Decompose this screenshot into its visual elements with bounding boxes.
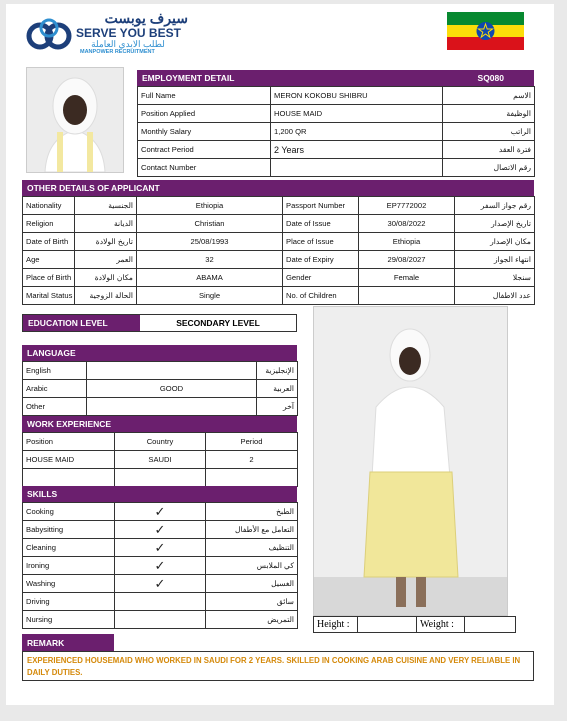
detail-value xyxy=(359,287,455,305)
applicant-full-body-photo xyxy=(313,306,508,616)
checkmark-icon: ✓ xyxy=(115,557,206,575)
detail-label: Age xyxy=(23,251,75,269)
detail-label: Place of Birth xyxy=(23,269,75,287)
checkmark-icon: ✓ xyxy=(115,575,206,593)
detail-value: 25/08/1993 xyxy=(137,233,283,251)
detail-value: Single xyxy=(137,287,283,305)
employment-header-title: EMPLOYMENT DETAIL xyxy=(142,73,235,83)
height-value xyxy=(358,617,417,632)
table-row xyxy=(23,269,535,287)
work-position xyxy=(23,469,115,487)
detail-label: Religion xyxy=(23,215,75,233)
detail-label: Marital Status xyxy=(23,287,75,305)
language-table xyxy=(22,361,298,416)
applicant-portrait-photo xyxy=(26,67,124,173)
checkmark-icon: ✓ xyxy=(115,503,206,521)
language-label: Arabic xyxy=(23,380,87,398)
table-row xyxy=(23,287,535,305)
table-row xyxy=(23,380,298,398)
detail-label-ar: الديانة xyxy=(75,215,137,233)
language-value: GOOD xyxy=(87,380,257,398)
other-details-header: OTHER DETAILS OF APPLICANT xyxy=(22,180,534,196)
language-label: Other xyxy=(23,398,87,416)
checkmark-icon xyxy=(115,593,206,611)
detail-value: ABAMA xyxy=(137,269,283,287)
employment-label-ar: الاسم xyxy=(443,87,535,105)
skill-label: Ironing xyxy=(23,557,115,575)
detail-value: Christian xyxy=(137,215,283,233)
column-header: Position xyxy=(23,433,115,451)
reference-code: SQ080 xyxy=(477,73,504,83)
skill-label-ar: التنظيف xyxy=(206,539,298,557)
skill-label-ar: الطبخ xyxy=(206,503,298,521)
ethiopia-flag-icon xyxy=(447,12,524,50)
detail-label-ar: سنجلا xyxy=(455,269,535,287)
employment-label: Contract Period xyxy=(138,141,271,159)
company-logo-icon xyxy=(26,14,74,58)
employment-label: Full Name xyxy=(138,87,271,105)
employment-label: Position Applied xyxy=(138,105,271,123)
detail-label-ar: تاريخ الولادة xyxy=(75,233,137,251)
detail-label: Nationality xyxy=(23,197,75,215)
skill-label: Washing xyxy=(23,575,115,593)
employment-label-ar: الوظيفة xyxy=(443,105,535,123)
other-details-table xyxy=(22,196,535,305)
table-row xyxy=(23,611,298,629)
detail-label: Date of Issue xyxy=(283,215,359,233)
language-label-ar: العربية xyxy=(257,380,298,398)
employment-label-ar: فترة العقد xyxy=(443,141,535,159)
table-row xyxy=(138,141,535,159)
detail-label-ar: مكان الإصدار xyxy=(455,233,535,251)
detail-label: Date of Expiry xyxy=(283,251,359,269)
checkmark-icon xyxy=(115,611,206,629)
employment-table xyxy=(137,86,535,177)
education-label: EDUCATION LEVEL xyxy=(23,315,140,331)
skill-label: Babysitting xyxy=(23,521,115,539)
detail-value: 32 xyxy=(137,251,283,269)
skill-label-ar: الغسيل xyxy=(206,575,298,593)
remark-header: REMARK xyxy=(22,634,114,651)
detail-value: Ethiopia xyxy=(137,197,283,215)
table-row xyxy=(138,123,535,141)
table-row xyxy=(23,215,535,233)
weight-value xyxy=(465,617,515,632)
column-header: Country xyxy=(115,433,206,451)
detail-label-ar: تاريخ الإصدار xyxy=(455,215,535,233)
employment-label: Monthly Salary xyxy=(138,123,271,141)
skill-label: Cleaning xyxy=(23,539,115,557)
table-row xyxy=(138,105,535,123)
height-label: Height : xyxy=(314,617,358,632)
language-label-ar: آخر xyxy=(257,398,298,416)
detail-label: Gender xyxy=(283,269,359,287)
table-row xyxy=(23,251,535,269)
detail-label-ar: انتهاء الجواز xyxy=(455,251,535,269)
skill-label-ar: التمريض xyxy=(206,611,298,629)
logo-english: SERVE YOU BEST xyxy=(76,26,181,40)
skill-label: Nursing xyxy=(23,611,115,629)
language-header: LANGUAGE xyxy=(22,345,297,361)
employment-value: HOUSE MAID xyxy=(271,105,443,123)
skill-label-ar: سائق xyxy=(206,593,298,611)
detail-label-ar: مكان الولادة xyxy=(75,269,137,287)
measurements-row xyxy=(313,616,516,633)
work-period: 2 xyxy=(206,451,298,469)
detail-label-ar: الجنسية xyxy=(75,197,137,215)
table-row xyxy=(23,233,535,251)
logo-arabic: سيرف يوبست xyxy=(104,10,188,26)
logo-tagline: MANPOWER RECRUITMENT xyxy=(80,49,155,55)
table-row xyxy=(23,398,298,416)
table-row xyxy=(23,469,298,487)
detail-value: 30/08/2022 xyxy=(359,215,455,233)
detail-label: Passport Number xyxy=(283,197,359,215)
table-row xyxy=(23,451,298,469)
language-label-ar: الإنجليزية xyxy=(257,362,298,380)
detail-label-ar: رقم جواز السفر xyxy=(455,197,535,215)
table-row xyxy=(23,197,535,215)
language-value xyxy=(87,362,257,380)
education-row xyxy=(22,314,297,332)
cv-page xyxy=(6,4,554,705)
table-row xyxy=(23,593,298,611)
detail-label-ar: عدد الاطفال xyxy=(455,287,535,305)
work-position: HOUSE MAID xyxy=(23,451,115,469)
employment-value xyxy=(271,159,443,177)
skill-label: Driving xyxy=(23,593,115,611)
detail-label: Date of Birth xyxy=(23,233,75,251)
detail-value: Female xyxy=(359,269,455,287)
work-country: SAUDI xyxy=(115,451,206,469)
skills-header: SKILLS xyxy=(22,486,297,502)
work-experience-table xyxy=(22,432,298,487)
employment-value: 2 Years xyxy=(271,141,443,159)
table-row xyxy=(23,575,298,593)
detail-label: No. of Children xyxy=(283,287,359,305)
table-row xyxy=(138,159,535,177)
table-header-row xyxy=(23,433,298,451)
employment-value: 1,200 QR xyxy=(271,123,443,141)
weight-label: Weight : xyxy=(417,617,465,632)
detail-value: 29/08/2027 xyxy=(359,251,455,269)
detail-value: Ethiopia xyxy=(359,233,455,251)
employment-label-ar: الراتب xyxy=(443,123,535,141)
detail-label-ar: الحالة الزوجية xyxy=(75,287,137,305)
employment-value: MERON KOKOBU SHIBRU xyxy=(271,87,443,105)
education-value: SECONDARY LEVEL xyxy=(176,318,260,328)
work-experience-header: WORK EXPERIENCE xyxy=(22,416,297,432)
table-row xyxy=(23,503,298,521)
detail-value: EP7772002 xyxy=(359,197,455,215)
skill-label: Cooking xyxy=(23,503,115,521)
table-row xyxy=(23,362,298,380)
work-country xyxy=(115,469,206,487)
detail-label: Place of Issue xyxy=(283,233,359,251)
skill-label-ar: كي الملابس xyxy=(206,557,298,575)
checkmark-icon: ✓ xyxy=(115,539,206,557)
employment-label: Contact Number xyxy=(138,159,271,177)
table-row xyxy=(23,557,298,575)
remark-text: EXPERIENCED HOUSEMAID WHO WORKED IN SAUDI FOR 2 YEARS. SKILLED IN COOKING ARAB CUISINE AND VERY RELIABLE IN DAILY DUTIES. xyxy=(22,651,534,681)
table-row xyxy=(23,521,298,539)
table-row xyxy=(23,539,298,557)
checkmark-icon: ✓ xyxy=(115,521,206,539)
employment-header xyxy=(137,70,534,86)
skills-table xyxy=(22,502,298,629)
work-period xyxy=(206,469,298,487)
column-header: Period xyxy=(206,433,298,451)
language-value xyxy=(87,398,257,416)
logo-arabic-sub: لطلب الايدي العاملة xyxy=(91,39,165,49)
detail-label-ar: العمر xyxy=(75,251,137,269)
employment-label-ar: رقم الاتصال xyxy=(443,159,535,177)
table-row xyxy=(138,87,535,105)
language-label: English xyxy=(23,362,87,380)
skill-label-ar: التعامل مع الأطفال xyxy=(206,521,298,539)
